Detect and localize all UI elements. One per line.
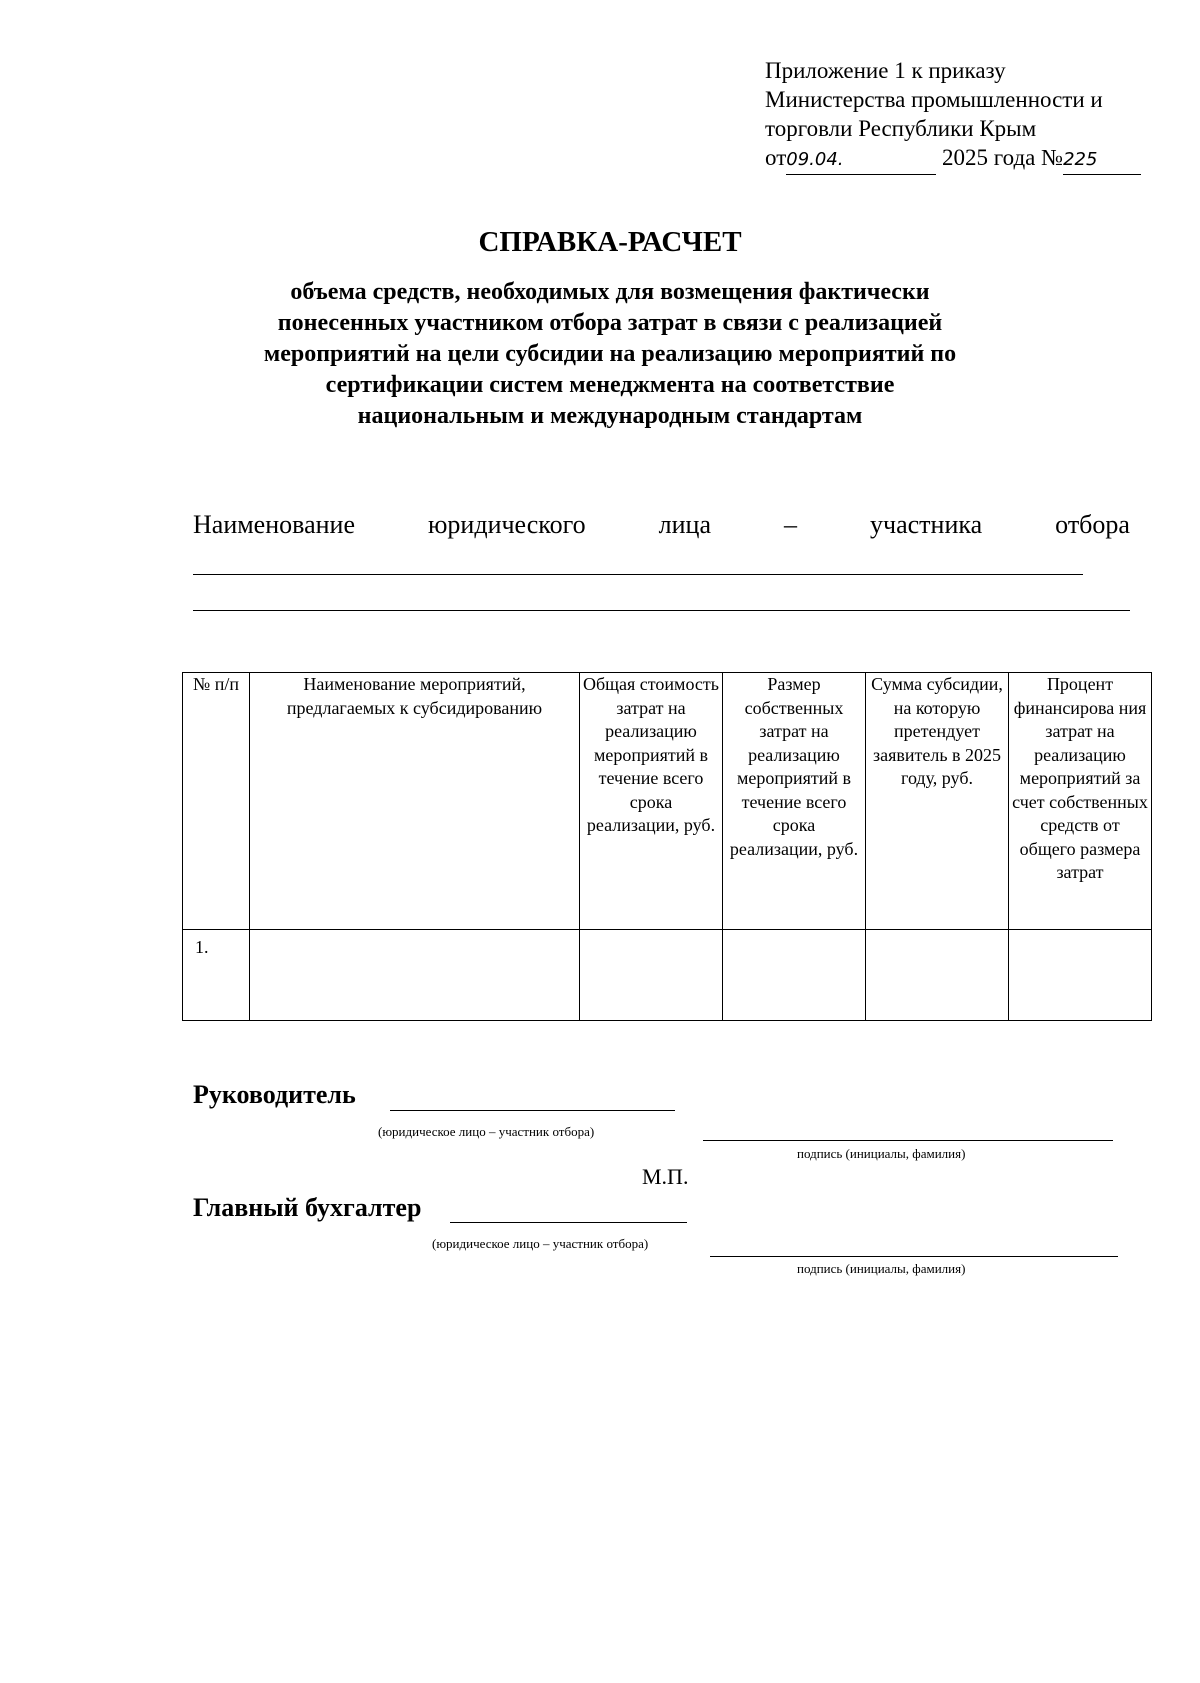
legal-entity-word: Наименование xyxy=(193,510,355,539)
accountant-name-line[interactable] xyxy=(710,1256,1118,1257)
appendix-year-label: 2025 года № xyxy=(942,145,1064,170)
table-cell-subsidy-amount[interactable] xyxy=(866,930,1009,1021)
appendix-block xyxy=(765,56,1141,175)
table-cell-own-funding-percent[interactable] xyxy=(1009,930,1152,1021)
accountant-caption: (юридическое лицо – участник отбора) xyxy=(432,1236,649,1251)
col-header-total-cost: Общая стоимость затрат на реализацию мероприятий в течение всего срока реализации, руб. xyxy=(580,673,723,930)
legal-entity-fill-line-1 xyxy=(193,574,1083,575)
calculation-table xyxy=(182,672,1152,1021)
handwritten-date: 09.04. xyxy=(786,145,936,175)
head-signature-line[interactable] xyxy=(390,1110,675,1111)
accountant-sign-caption: подпись (инициалы, фамилия) xyxy=(797,1261,966,1276)
appendix-from-label: от xyxy=(765,145,787,170)
table-row xyxy=(183,930,1152,1021)
col-header-number: № п/п xyxy=(183,673,250,930)
appendix-line-3: торговли Республики Крым xyxy=(765,116,1037,141)
handwritten-order-number: 225 xyxy=(1063,145,1141,175)
head-caption: (юридическое лицо – участник отбора) xyxy=(378,1124,595,1139)
appendix-line-1: Приложение 1 к приказу xyxy=(765,58,1006,83)
legal-entity-word: участника xyxy=(870,510,983,539)
col-header-subsidy-amount: Сумма субсидии, на которую претендует заявитель в 2025 году, руб. xyxy=(866,673,1009,930)
head-name-line[interactable] xyxy=(703,1140,1113,1141)
head-sign-caption: подпись (инициалы, фамилия) xyxy=(797,1146,966,1161)
stamp-place: М.П. xyxy=(642,1164,689,1189)
table-cell-number[interactable]: 1. xyxy=(183,930,250,1021)
accountant-signature-line[interactable] xyxy=(450,1222,687,1223)
table-cell-total-cost[interactable] xyxy=(580,930,723,1021)
table-cell-activity-name[interactable] xyxy=(250,930,580,1021)
col-header-own-funding-percent: Процент финансирова ния затрат на реализацию мероприятий за счет собственных средств от общего размера затрат xyxy=(1009,673,1152,930)
appendix-line-2: Министерства промышленности и xyxy=(765,87,1103,112)
accountant-title: Главный бухгалтер xyxy=(193,1193,422,1222)
legal-entity-label xyxy=(193,510,1130,540)
head-title: Руководитель xyxy=(193,1080,356,1109)
table-header-row xyxy=(183,673,1152,930)
table-cell-own-costs[interactable] xyxy=(723,930,866,1021)
legal-entity-word: юридического xyxy=(428,510,586,539)
legal-entity-word: отбора xyxy=(1055,510,1130,539)
legal-entity-word: – xyxy=(784,510,797,539)
appendix-date-line xyxy=(765,143,1141,175)
document-title: СПРАВКА-РАСЧЕТ xyxy=(478,226,742,258)
col-header-own-costs: Размер собственных затрат на реализацию мероприятий в течение всего срока реализации, руб. xyxy=(723,673,866,930)
legal-entity-word: лица xyxy=(658,510,711,539)
document-subtitle: объема средств, необходимых для возмещения фактически понесенных участником отбора затрат в связи с реализацией мероприятий на цели субсидии на реализацию мероприятий по сертификации систем менеджмента на соответствие национальным и международным стандартам xyxy=(263,279,957,429)
col-header-activity-name: Наименование мероприятий, предлагаемых к субсидированию xyxy=(250,673,580,930)
legal-entity-fill-line-2 xyxy=(193,610,1130,611)
